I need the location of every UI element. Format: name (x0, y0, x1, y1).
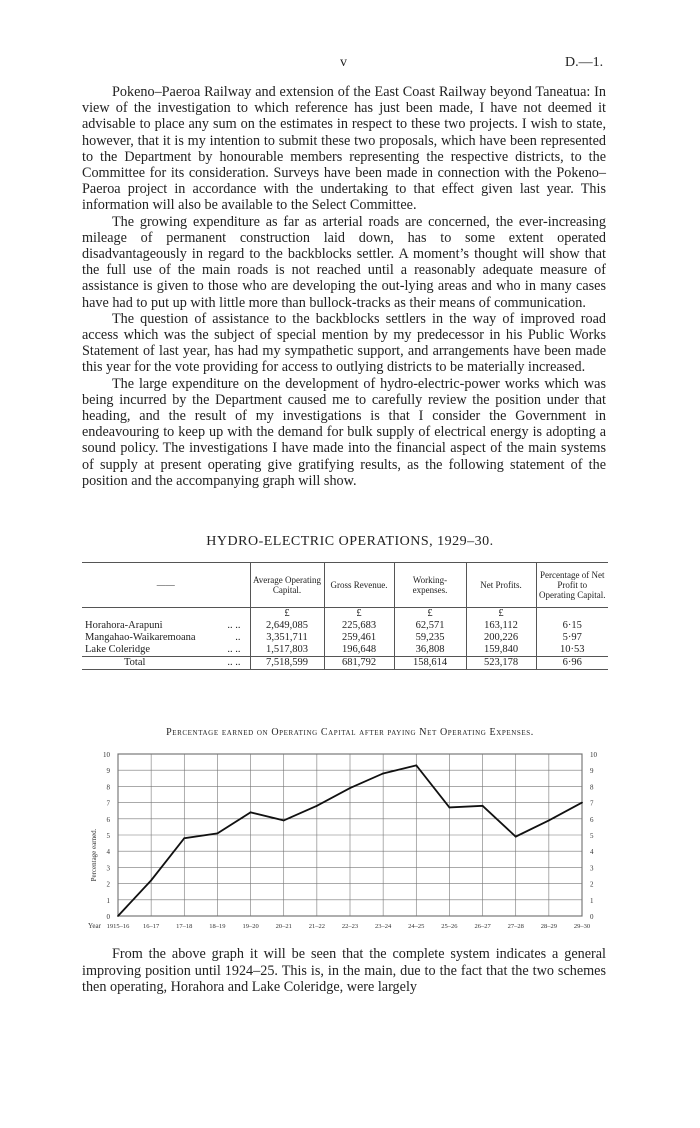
chart-title: Percentage earned on Operating Capital after paying Net Operating Expenses. (166, 727, 534, 738)
unit-cell: £ (324, 608, 394, 621)
y-tick-label-left: 3 (106, 864, 110, 873)
data-point (117, 915, 119, 917)
column-header: Working-expenses. (394, 563, 466, 608)
x-tick-label: 26–27 (474, 923, 491, 930)
body-text (82, 84, 606, 489)
expenses-cell: 36,808 (394, 644, 466, 657)
percentage-earned-chart (0, 740, 700, 940)
percentage-cell: 5·97 (536, 632, 608, 644)
y-tick-label-right: 10 (590, 751, 597, 759)
y-tick-label-left: 5 (106, 832, 110, 840)
column-header: Net Profits. (466, 563, 536, 608)
y-tick-label-left: 9 (106, 767, 110, 776)
total-label: Total (124, 657, 146, 668)
revenue-cell: 259,461 (324, 632, 394, 644)
y-tick-label-left: 4 (106, 848, 110, 857)
y-tick-label-left: 6 (106, 815, 110, 824)
leader-dots: .. .. (227, 620, 241, 631)
closing-text (82, 946, 606, 996)
scheme-name: Mangahao-Waikaremoana (85, 632, 196, 643)
page-number: v (340, 55, 347, 70)
data-point (482, 805, 484, 807)
percentage-cell: 10·53 (536, 644, 608, 657)
y-tick-label-left: 2 (106, 880, 110, 889)
capital-cell: 1,517,803 (250, 644, 324, 657)
column-header: Percentage of Net Profit to Operating Capital. (536, 563, 608, 608)
table-row (82, 620, 608, 632)
data-point (150, 879, 152, 881)
y-tick-label-left: 8 (106, 783, 110, 792)
x-tick-label: 28–29 (540, 923, 557, 930)
column-header: Gross Revenue. (324, 563, 394, 608)
data-point (415, 764, 417, 766)
x-tick-label: 22–23 (341, 923, 359, 930)
expenses-cell: 158,614 (394, 657, 466, 670)
table-row (82, 632, 608, 644)
document-reference: D.—1. (565, 55, 604, 70)
data-point (382, 773, 384, 775)
x-axis-label: Year (88, 922, 101, 930)
table-title: HYDRO-ELECTRIC OPERATIONS, 1929–30. (206, 534, 494, 549)
x-tick-label: 19–20 (242, 923, 259, 930)
capital-cell: 2,649,085 (250, 620, 324, 632)
y-tick-label-right: 7 (590, 799, 594, 808)
unit-cell (82, 608, 250, 621)
x-tick-label: 23–24 (375, 923, 392, 930)
paragraph: The growing expenditure as far as arterial roads are concerned, the ever-increasing mileage of permanent construction laid down, has to some extent operated disadvantageously in regard to the backblocks settler. A moment’s thought will show that the full use of the main roads is not reached until a reasonably adequate measure of assistance is given to those who are developing the out-lying areas and who in many cases have had to put up with little more than bullock-tracks as their means of communication. (82, 213, 606, 311)
data-point (548, 820, 550, 822)
unit-cell (536, 608, 608, 621)
expenses-cell: 62,571 (394, 620, 466, 632)
profit-cell: 159,840 (466, 644, 536, 657)
data-point (183, 837, 185, 839)
leader-dots: .. .. (227, 644, 241, 655)
profit-cell: 523,178 (466, 657, 536, 670)
table-header-row (82, 563, 608, 608)
x-tick-label: 1915–16 (106, 923, 130, 930)
y-axis-label: Percentage earned. (90, 828, 98, 882)
data-point (449, 807, 451, 809)
x-tick-label: 24–25 (408, 923, 425, 930)
paragraph: From the above graph it will be seen that the complete system indicates a general improving position until 1924–25. This is, in the main, due to the fact that the two schemes then operating, Horahora and Lake Coleridge, were largely (82, 946, 606, 995)
percentage-cell: 6·15 (536, 620, 608, 632)
paragraph: The large expenditure on the development of hydro-electric-power works which was being incurred by the Department caused me to carefully review the position under that heading, and the result of my investigations is that I consider the Government in endeavouring to keep up with the demand for bulk supply of electrical energy is adopting a sound policy. The investigations I have made into the financial aspect of the main systems of supply at present operating give gratifying results, as the following statement of the position and the accompanying graph will show. (82, 375, 606, 489)
unit-cell: £ (394, 608, 466, 621)
x-tick-label: 20–21 (275, 923, 292, 930)
row-label (82, 632, 250, 644)
revenue-cell: 196,648 (324, 644, 394, 657)
data-point (349, 787, 351, 789)
y-tick-label-right: 1 (590, 896, 594, 905)
capital-cell: 7,518,599 (250, 657, 324, 670)
expenses-cell: 59,235 (394, 632, 466, 644)
hydro-operations-table (82, 562, 608, 670)
column-header: —— (82, 563, 250, 608)
capital-cell: 3,351,711 (250, 632, 324, 644)
row-label (82, 657, 250, 670)
x-tick-label: 21–22 (308, 923, 325, 930)
x-tick-label: 27–28 (507, 923, 524, 930)
y-tick-label-right: 8 (590, 783, 594, 792)
leader-dots: .. .. (227, 657, 241, 668)
paragraph: The question of assistance to the backblocks settlers in the way of improved road access which was the subject of special mention by my predecessor in his Public Works Statement of last year, has had my sympathetic support, and arrangements have been made this year for the vote providing for access to outlying districts to be materially increased. (82, 310, 606, 376)
table-row (82, 644, 608, 657)
scheme-name: Lake Coleridge (85, 644, 151, 655)
x-tick-label: 29–30 (573, 923, 591, 930)
y-tick-label-right: 4 (590, 848, 594, 857)
y-tick-label-left: 0 (106, 913, 110, 921)
row-label (82, 644, 250, 657)
data-point (250, 811, 252, 813)
y-tick-label-right: 2 (590, 880, 594, 889)
y-tick-label-left: 1 (106, 896, 110, 905)
page-header (0, 55, 700, 75)
x-tick-label: 17–18 (176, 923, 193, 930)
column-header: Average Operating Capital. (250, 563, 324, 608)
x-tick-label: 16–17 (143, 923, 160, 930)
percentage-cell: 6·96 (536, 657, 608, 670)
row-label (82, 620, 250, 632)
data-point (515, 836, 517, 838)
leader-dots: .. (235, 632, 241, 643)
y-tick-label-left: 10 (103, 751, 110, 759)
y-tick-label-left: 7 (106, 799, 110, 808)
data-point (283, 820, 285, 822)
y-tick-label-right: 5 (590, 832, 594, 840)
y-tick-label-right: 3 (590, 864, 594, 873)
revenue-cell: 681,792 (324, 657, 394, 670)
x-tick-label: 25–26 (441, 923, 458, 930)
y-tick-label-right: 9 (590, 767, 594, 776)
total-row (82, 657, 608, 670)
unit-cell: £ (250, 608, 324, 621)
profit-cell: 200,226 (466, 632, 536, 644)
data-point (581, 802, 583, 804)
data-point (316, 805, 318, 807)
y-tick-label-right: 6 (590, 815, 594, 824)
unit-cell: £ (466, 608, 536, 621)
units-row (82, 608, 608, 621)
scheme-name: Horahora-Arapuni (85, 620, 163, 631)
profit-cell: 163,112 (466, 620, 536, 632)
y-tick-label-right: 0 (590, 913, 594, 921)
revenue-cell: 225,683 (324, 620, 394, 632)
x-tick-label: 18–19 (209, 923, 226, 930)
data-point (217, 832, 219, 834)
paragraph: Pokeno–Paeroa Railway and extension of the East Coast Railway beyond Taneatua: In view of the investigation to which reference has just been made, I have not deemed it advisable to place any sum on the estimates in respect to these two projects. I wish to state, however, that it is my intention to submit these two proposals, which have been represented to the Department by honourable members representing the respective districts, to the Committee for its consideration. Surveys have been made in connection with the Pokeno–Paeroa project in accordance with the undertaking to that effect given last year. This information will also be available to the Select Committee. (82, 84, 606, 214)
